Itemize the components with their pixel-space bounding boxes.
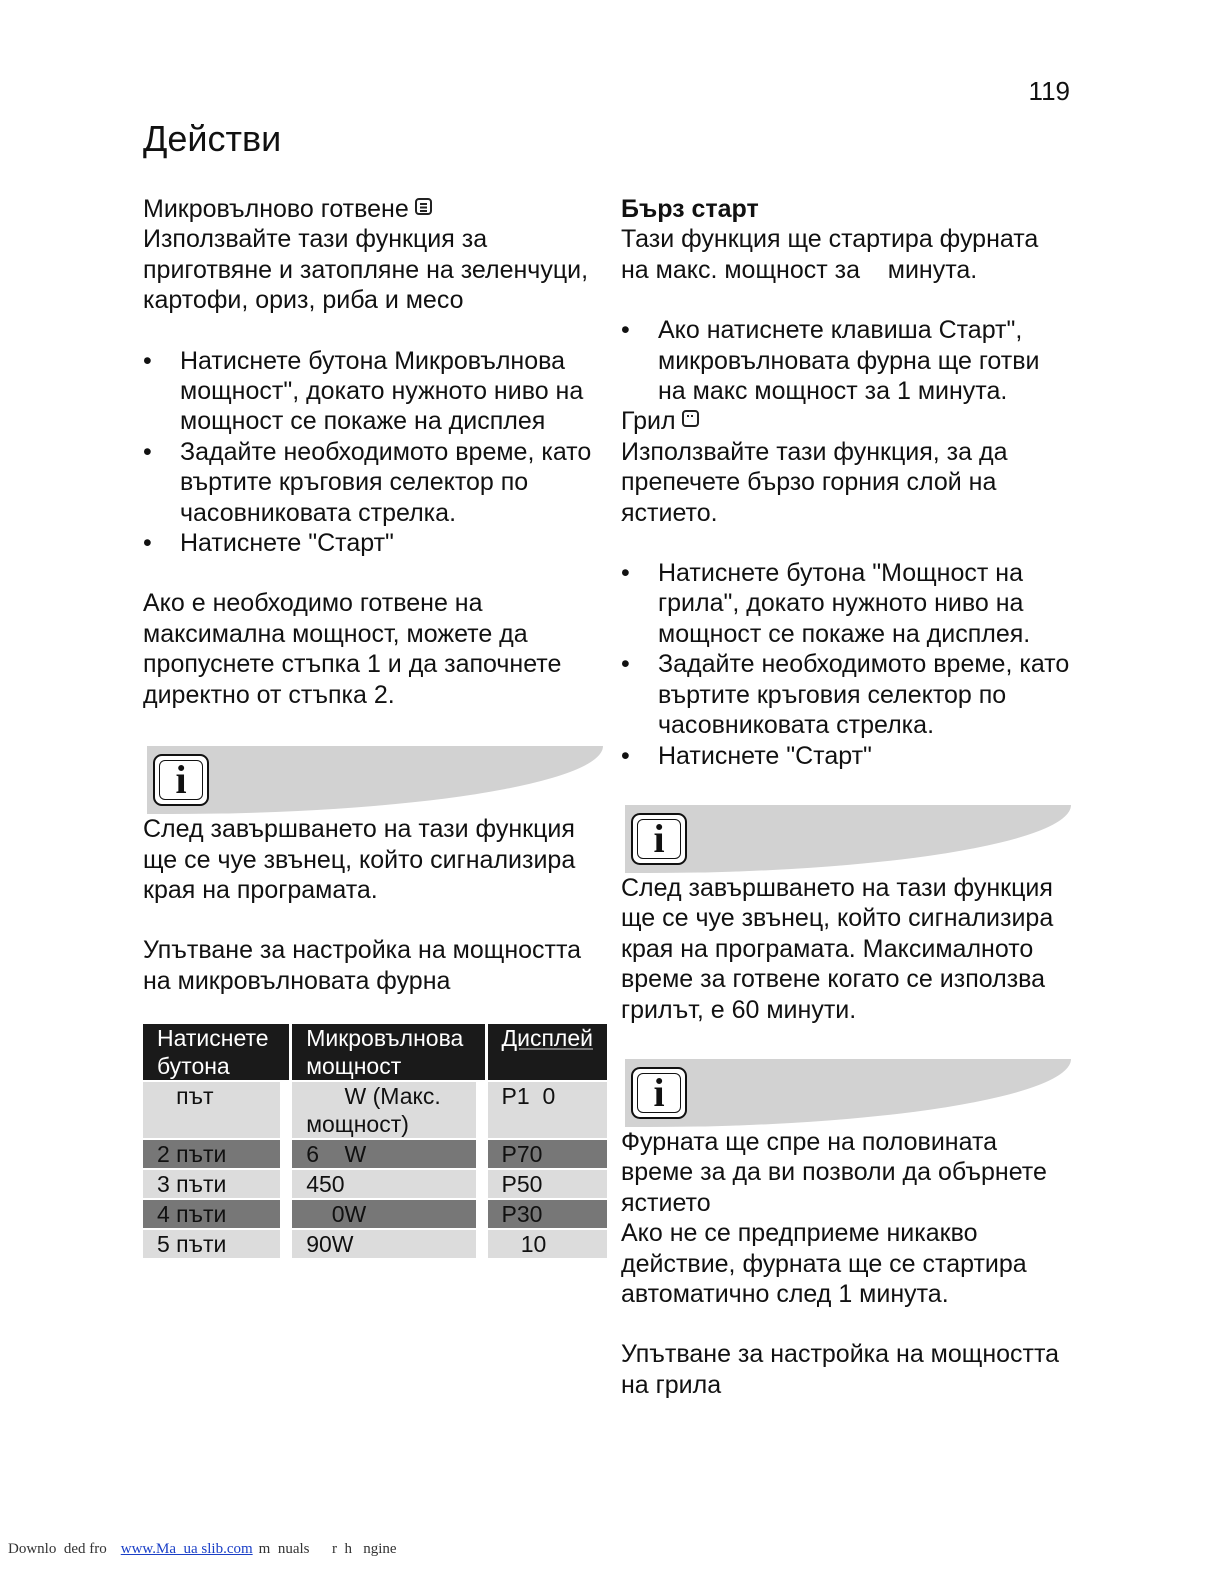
quick-start-steps-list <box>621 315 1071 406</box>
microwave-section-title <box>143 194 603 224</box>
power-hint: Упътване за настройка на мощността на микровълновата фурна <box>143 936 582 995</box>
footer-link[interactable]: www.Ma ua slib.com <box>120 1541 253 1557</box>
quick-start-description: Тази функция ще стартира фурната на макс. мощност за минута. <box>621 225 1046 284</box>
table-cell: P1 0 <box>488 1080 607 1138</box>
table-header-cell: Микровълнова мощност <box>292 1024 487 1080</box>
table-cell: 4 пъти <box>143 1198 292 1228</box>
info-banner-bar <box>625 1059 1071 1127</box>
table-row <box>143 1138 607 1168</box>
left-column <box>143 194 603 1258</box>
list-item: • Задайте необходимото време, като въртите кръговия селектор по часовниковата стрелка. <box>621 649 1071 740</box>
table-cell: 2 пъти <box>143 1138 292 1168</box>
table-cell: P50 <box>488 1168 607 1198</box>
table-row <box>143 1080 607 1138</box>
info-icon-letter: i <box>653 815 665 861</box>
list-item: • Натиснете "Старт" <box>143 528 603 558</box>
table-header-cell: Натиснете бутона <box>143 1024 292 1080</box>
table-cell: 5 пъти <box>143 1228 292 1258</box>
right-column <box>621 194 1071 1400</box>
table-cell: P30 <box>488 1198 607 1228</box>
table-cell: 90W <box>292 1228 487 1258</box>
info-icon <box>631 813 687 865</box>
info-icon-letter: i <box>175 757 187 803</box>
microwave-description: Използвайте тази функция за приготвяне и затопляне на зеленчуци, картофи, ориз, риба и месо <box>143 225 589 315</box>
microwave-steps-list <box>143 346 603 559</box>
list-item: • Ако натиснете клавиша Старт", микровълновата фурна ще готви на макс мощност за 1 минута. <box>621 315 1071 406</box>
power-table <box>143 1024 607 1258</box>
table-cell: 450 <box>292 1168 487 1198</box>
table-cell: 0W <box>292 1198 487 1228</box>
list-item: • Натиснете бутона Микровълнова мощност", докато нужното ниво на мощност се покаже на дисплея <box>143 346 603 437</box>
page-number: 119 <box>1028 76 1070 106</box>
table-cell: път <box>143 1080 292 1138</box>
microwave-icon <box>415 198 432 215</box>
table-row <box>143 1168 607 1198</box>
info-text: След завършването на тази функция ще се чуе звънец, който сигнализира края на програмата. <box>143 815 576 904</box>
info-text: След завършването на тази функция ще се чуе звънец, който сигнализира края на програмата. Максималното време за готвене когато се използва грилът, е 60 минути. <box>621 873 1054 1024</box>
grill-icon <box>682 410 699 427</box>
table-cell: 10 <box>488 1228 607 1258</box>
table-header-cell <box>488 1024 607 1080</box>
microwave-title-text: Микровълново готвене <box>143 195 409 223</box>
info-banner <box>143 746 603 814</box>
grill-description: Използвайте тази функция, за да препечете бързо горния слой на ястието. <box>621 437 1008 527</box>
table-header-row <box>143 1024 607 1080</box>
list-item: • Задайте необходимото време, като въртите кръговия селектор по часовниковата стрелка. <box>143 437 603 528</box>
download-footer <box>8 1541 397 1558</box>
info-icon-letter: i <box>653 1069 665 1115</box>
grill-power-hint: Упътване за настройка на мощността на грила <box>621 1340 1060 1399</box>
list-item: • Натиснете бутона "Мощност на грила", докато нужното ниво на мощност се покаже на дисплея. <box>621 558 1071 649</box>
table-cell: P70 <box>488 1138 607 1168</box>
footer-prefix: Downlo ded fro <box>8 1541 107 1557</box>
table-cell: 6 W <box>292 1138 487 1168</box>
info-icon <box>153 754 209 806</box>
info-banner-bar <box>625 805 1071 873</box>
quick-start-title: Бърз старт <box>621 195 759 223</box>
table-cell: 3 пъти <box>143 1168 292 1198</box>
table-row <box>143 1198 607 1228</box>
info-text: Фурната ще спре на половината време за да ви позволи да обърнете ястието <box>621 1127 1047 1217</box>
footer-suffix: m nuals r h ngine <box>258 1541 397 1557</box>
auto-start-note: Ако не се предприеме никакво действие, фурната ще се стартира автоматично след 1 минута. <box>621 1219 1027 1308</box>
info-banner <box>621 805 1071 873</box>
info-banner <box>621 1059 1071 1127</box>
max-power-note: Ако е необходимо готвене на максимална мощност, можете да пропуснете стъпка 1 и да започнете директно от стъпка 2. <box>143 589 562 709</box>
grill-steps-list <box>621 558 1071 771</box>
list-item: • Натиснете "Старт" <box>621 741 1071 771</box>
grill-title-text: Грил <box>621 407 676 436</box>
page-heading: Действи <box>143 118 282 159</box>
grill-section-title <box>621 406 1071 436</box>
info-banner-bar <box>147 746 603 814</box>
table-row <box>143 1228 607 1258</box>
table-header-text: Дисплей <box>501 1025 593 1052</box>
info-icon <box>631 1067 687 1119</box>
table-cell: W (Макс. мощност) <box>292 1080 487 1138</box>
